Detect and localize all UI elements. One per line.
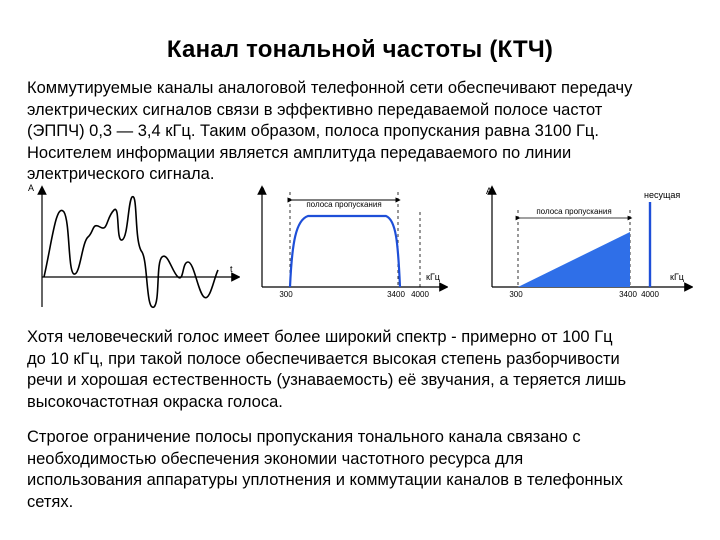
paragraph-line: Строгое ограничение полосы пропускания тонального канала связано с bbox=[27, 428, 581, 446]
spectrum-graph bbox=[478, 182, 693, 312]
waveform-graph bbox=[22, 182, 240, 312]
tick-4000: 4000 bbox=[641, 290, 659, 299]
paragraph-intro bbox=[27, 78, 697, 186]
tick-3400: 3400 bbox=[387, 290, 405, 299]
paragraph-line: Коммутируемые каналы аналоговой телефонной сети обеспечивают передачу bbox=[27, 79, 633, 97]
carrier-label: несущая bbox=[644, 190, 681, 200]
paragraph-voice bbox=[27, 327, 697, 413]
passband-curve bbox=[290, 216, 400, 287]
x-axis-label: кГц bbox=[426, 272, 440, 282]
y-axis-label: A bbox=[260, 186, 267, 196]
paragraph-line: (ЭППЧ) 0,3 — 3,4 кГц. Таким образом, полоса пропускания равна 3100 Гц. bbox=[27, 122, 599, 140]
y-axis-label: A bbox=[486, 186, 493, 196]
paragraph-line: электрических сигналов связи в эффективно передаваемой полосе частот bbox=[27, 100, 603, 119]
paragraph-limitation bbox=[27, 427, 697, 513]
tick-300: 300 bbox=[509, 290, 523, 299]
band-label: полоса пропускания bbox=[536, 207, 612, 216]
paragraph-line: Хотя человеческий голос имеет более широкий спектр - примерно от 100 Гц bbox=[27, 328, 613, 346]
paragraph-line: сетях. bbox=[27, 492, 74, 511]
tick-3400: 3400 bbox=[619, 290, 637, 299]
spectrum-triangle bbox=[518, 232, 630, 287]
waveform-curve bbox=[44, 197, 218, 308]
tick-300: 300 bbox=[279, 290, 293, 299]
paragraph-line: использования аппаратуры уплотнения и коммутации каналов в телефонных bbox=[27, 471, 623, 489]
y-axis-label: A bbox=[28, 183, 35, 193]
paragraph-line: до 10 кГц, при такой полосе обеспечивается высокая степень разборчивости bbox=[27, 349, 620, 368]
page-title: Канал тональной частоты (КТЧ) bbox=[166, 36, 554, 63]
passband-graph bbox=[248, 182, 448, 312]
band-label: полоса пропускания bbox=[306, 200, 382, 209]
paragraph-line: речи и хорошая естественность (узнаваемость) её звучания, а теряется лишь bbox=[27, 371, 627, 389]
paragraph-line: электрического сигнала. bbox=[27, 165, 215, 183]
x-axis-label: кГц bbox=[670, 272, 684, 282]
paragraph-line: Носителем информации является амплитуда передаваемого по линии bbox=[27, 143, 572, 162]
paragraph-line: необходимостью обеспечения экономии частотного ресурса для bbox=[27, 449, 524, 468]
x-axis-label: t bbox=[230, 264, 233, 274]
paragraph-line: высокочастотная окраска голоса. bbox=[27, 392, 283, 411]
tick-4000: 4000 bbox=[411, 290, 429, 299]
